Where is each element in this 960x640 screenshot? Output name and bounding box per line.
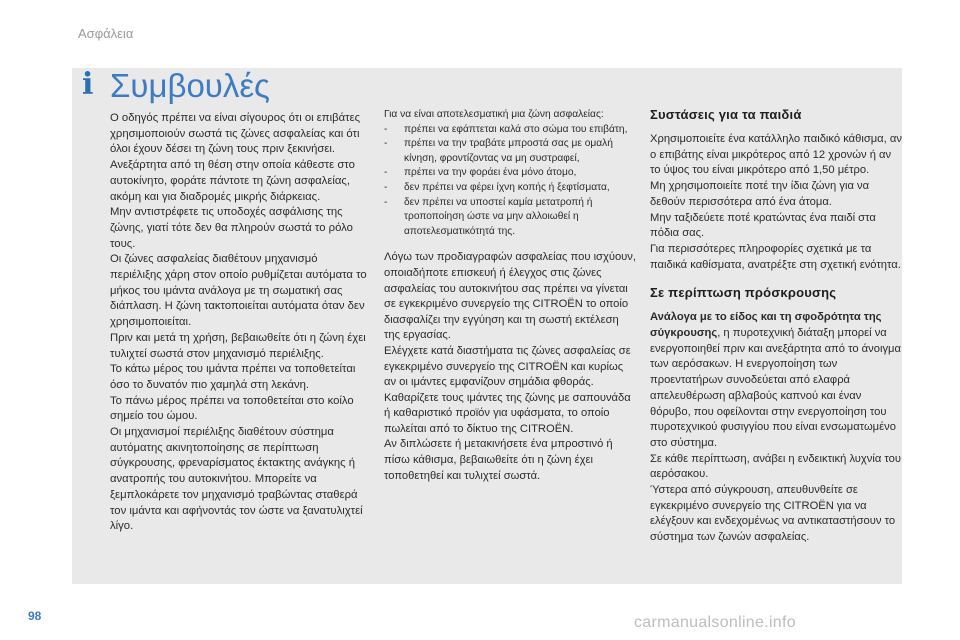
list-item: - πρέπει να την τραβάτε μπροστά σας με ομαλή κίνηση, φροντίζοντας να μη συστραφεί, [384, 137, 636, 166]
list-item: - δεν πρέπει να φέρει ίχνη κοπής ή ξεφτίσματα, [384, 181, 636, 196]
paragraph: Καθαρίζετε τους ιμάντες της ζώνης με σαπουνάδα ή καθαριστικό προϊόν για υφάσματα, το οποίο πωλείται από το δίκτυο της CITROËN. [384, 391, 631, 435]
column-children-crash [650, 106, 902, 546]
paragraph: Μη χρησιμοποιείτε ποτέ την ίδια ζώνη για να δεθούν περισσότερα από ένα άτομα. [650, 180, 870, 208]
paragraph: Ανεξάρτητα από τη θέση στην οποία κάθεστε στο αυτοκίνητο, φοράτε πάντοτε τη ζώνη ασφαλείας, ακόμη και για διαδρομές μικρής διάρκειας. [110, 159, 355, 203]
paragraph: Μην ταξιδεύετε ποτέ κρατώντας ένα παιδί στα πόδια σας. [650, 211, 876, 240]
bold-lead: Ανάλογα με το είδος και τη σφοδρότητα της σύγκρουσης [650, 311, 882, 340]
list-item: - δεν πρέπει να υποστεί καμία μετατροπή ή τροποποίηση ώστε να μην αλλοιωθεί η αποτελεσματικότητά της. [384, 196, 636, 240]
crash-text: , η πυροτεχνική διάταξη μπορεί να ενεργοποιηθεί πριν και ανεξάρτητα από το άνοιγμα των αερόσακων. Η ενεργοποίηση των προεντατήρων συνοδεύεται από ελαφρά απελευθέρωση αβλαβούς καπνού και έναν θόρυβο, που οφείλονται στην ενεργοποίηση του πυροτεχνικού φυσιγγίου που είναι ενσωματωμένο στο σύστημα. [650, 327, 901, 449]
paragraph: Αν διπλώσετε ή μετακινήσετε ένα μπροστινό ή πίσω κάθισμα, βεβαιωθείτε ότι η ζώνη έχει τοποθετηθεί και τυλιχτεί σωστά. [384, 438, 613, 482]
page-number: 98 [28, 609, 42, 623]
effectiveness-intro: Για να είναι αποτελεσματική μια ζώνη ασφαλείας: [384, 109, 604, 120]
list-item: - πρέπει να εφάπτεται καλά στο σώμα του επιβάτη, [384, 123, 636, 138]
paragraph: Οι μηχανισμοί περιέλιξης διαθέτουν σύστημα αυτόματης ακινητοποίησης σε περίπτωση σύγκρουσης, φρεναρίσματος έκτακτης ανάγκης ή ανατροπής του αυτοκινήτου. Μπορείτε να ξεμπλοκάρετε τον μηχανισμό τραβώντας σταθερά τον ιμάντα και αφήνοντάς τον ώστε να ξανατυλιχτεί λίγο. [110, 426, 363, 533]
effectiveness-list [384, 123, 636, 240]
column-maintenance [384, 108, 636, 484]
paragraph: Πριν και μετά τη χρήση, βεβαιωθείτε ότι η ζώνη έχει τυλιχτεί σωστά στον μηχανισμό περιέλιξης. [110, 331, 366, 360]
paragraph: Χρησιμοποιείτε ένα κατάλληλο παιδικό κάθισμα, αν ο επιβάτης είναι μικρότερος από 12 χρονών ή αν το ύψος του είναι μικρότερο από 1,50 μέτρο. [650, 133, 902, 177]
heading-crash: Σε περίπτωση πρόσκρουσης [650, 285, 837, 301]
heading-children: Συστάσεις για τα παιδιά [650, 107, 802, 122]
paragraph: Μην αντιστρέφετε τις υποδοχές ασφάλισης της ζώνης, γιατί τότε δεν θα πληρούν σωστά το ρόλο τους. [110, 206, 353, 250]
paragraph: Ελέγχετε κατά διαστήματα τις ζώνες ασφαλείας σε εγκεκριμένο συνεργείο της CITROËN και κυρίως αν οι ιμάντες εμφανίζουν σημάδια φθοράς. [384, 344, 631, 389]
column-general [110, 111, 372, 535]
watermark: carmanualsonline.info [634, 614, 796, 631]
info-icon: i [82, 67, 94, 102]
list-item: - πρέπει να την φοράει ένα μόνο άτομο, [384, 166, 636, 181]
paragraph: Λόγω των προδιαγραφών ασφαλείας που ισχύουν, οποιαδήποτε επισκευή ή έλεγχος στις ζώνες ασφαλείας του αυτοκινήτου σας πρέπει να γίνεται σε εγκεκριμένο συνεργείο της CITROËN το οποίο διασφαλίζει την εγγύηση και τη σωστή εκτέλεση της εργασίας. [384, 251, 636, 342]
paragraph [650, 310, 902, 451]
paragraph: Το πάνω μέρος πρέπει να τοποθετείται στο κοίλο σημείο του ώμου. [110, 394, 354, 423]
section-label: Ασφάλεια [78, 26, 134, 41]
paragraph: Ο οδηγός πρέπει να είναι σίγουρος ότι οι επιβάτες χρησιμοποιούν σωστά τις ζώνες ασφαλείας και ότι όλοι έχουν δέσει τη ζώνη τους πριν ξεκινήσει. [110, 112, 361, 156]
paragraph: Σε κάθε περίπτωση, ανάβει η ενδεικτική λυχνία του αερόσακου. [650, 452, 902, 481]
paragraph: Το κάτω μέρος του ιμάντα πρέπει να τοποθετείται όσο το δυνατόν πιο χαμηλά στη λεκάνη. [110, 363, 356, 391]
paragraph: Για περισσότερες πληροφορίες σχετικά με τα παιδικά καθίσματα, ανατρέξτε στη σχετική ενότητα. [650, 242, 901, 271]
paragraph: Ύστερα από σύγκρουση, απευθυνθείτε σε εγκεκριμένο συνεργείο της CITROËN για να ελέγξουν και ενδεχομένως να αντικαταστήσουν το σύστημα των ζωνών ασφαλείας. [650, 484, 896, 544]
page-title: Συμβουλές [110, 67, 270, 104]
paragraph: Οι ζώνες ασφαλείας διαθέτουν μηχανισμό περιέλιξης χάρη στον οποίο ρυθμίζεται αυτόματα το μήκος του ιμάντα ανάλογα με τη σωματική σας διάπλαση. Η ζώνη τακτοποιείται αυτόματα όταν δεν χρησιμοποιείται. [110, 253, 367, 329]
